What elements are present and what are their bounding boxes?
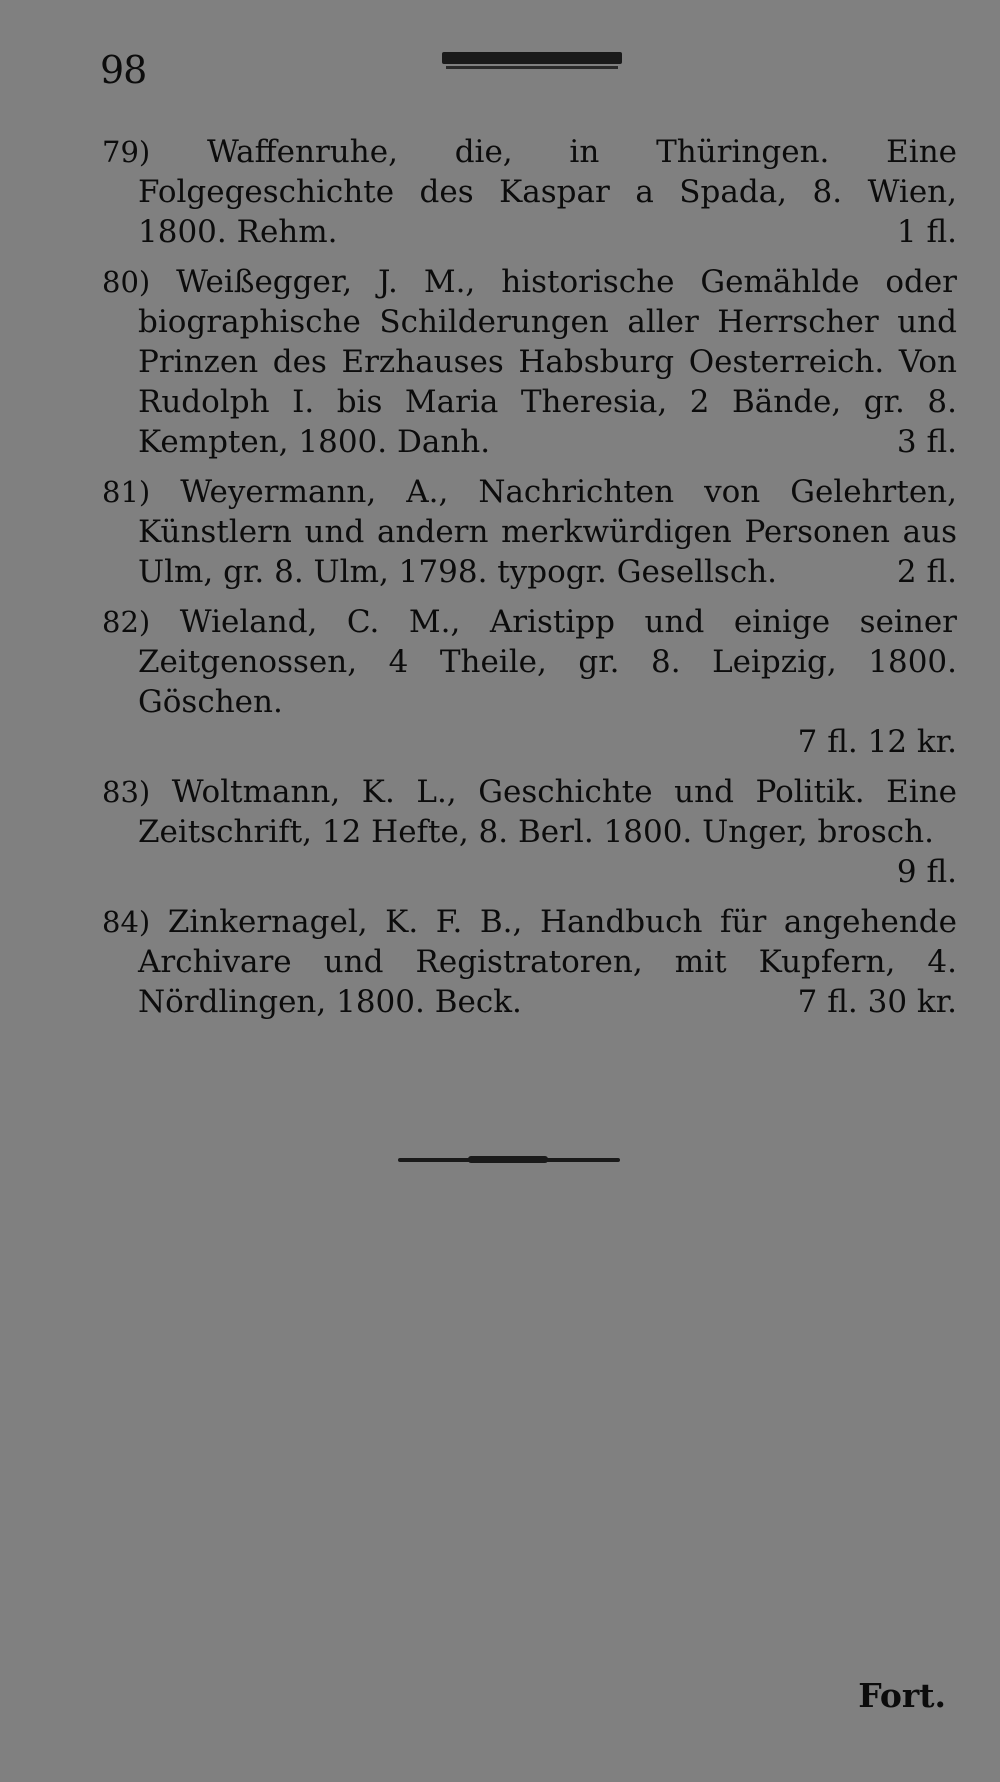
entry-number: 80) [102,265,151,299]
catalog-entries [102,132,957,1032]
entry-text: Waffenruhe, die, in Thüringen. Eine Folgegeschichte des Kaspar a Spada, 8. Wien, 1800. Rehm. [138,134,958,250]
entry-price: 9 fl. [896,854,957,890]
entry-number: 82) [102,605,151,639]
catalog-entry [102,262,957,462]
footer-rule [398,1158,620,1162]
entry-price: 7 fl. 30 kr. [797,984,957,1020]
catalog-entry [102,772,957,892]
entry-text: Woltmann, K. L., Geschichte und Politik. Eine Zeitschrift, 12 Hefte, 8. Berl. 1800. Unger, brosch. [138,774,957,850]
entry-number: 79) [102,135,151,169]
entry-price: 3 fl. [896,424,957,460]
catalog-entry [102,472,957,592]
entry-text: Weißegger, J. M., historische Gemählde oder biographische Schilderungen aller Herrscher und Prinzen des Erzhauses Habsburg Oesterreich. Von Rudolph I. bis Maria Theresia, 2 Bände, gr. 8. Kempten, 1800. Danh. [138,264,958,460]
catalog-entry [102,132,957,252]
page-number: 98 [100,48,147,92]
entry-number: 84) [102,905,151,939]
catalog-entry [102,602,957,762]
entry-price: 1 fl. [896,214,957,250]
entry-text: Zinkernagel, K. F. B., Handbuch für angehende Archivare und Registratoren, mit Kupfern, 4. Nördlingen, 1800. Beck. [138,904,957,1020]
header-rule [442,52,622,64]
catchword: Fort. [858,1676,946,1715]
catalog-entry [102,902,957,1022]
entry-number: 81) [102,475,151,509]
entry-text: Wieland, C. M., Aristipp und einige seiner Zeitgenossen, 4 Theile, gr. 8. Leipzig, 1800. Göschen. [138,604,957,720]
entry-number: 83) [102,775,151,809]
entry-price: 7 fl. 12 kr. [797,724,957,760]
entry-text: Weyermann, A., Nachrichten von Gelehrten, Künstlern und andern merkwürdigen Personen aus Ulm, gr. 8. Ulm, 1798. typogr. Gesellsch. [138,474,957,590]
entry-price: 2 fl. [896,554,957,590]
